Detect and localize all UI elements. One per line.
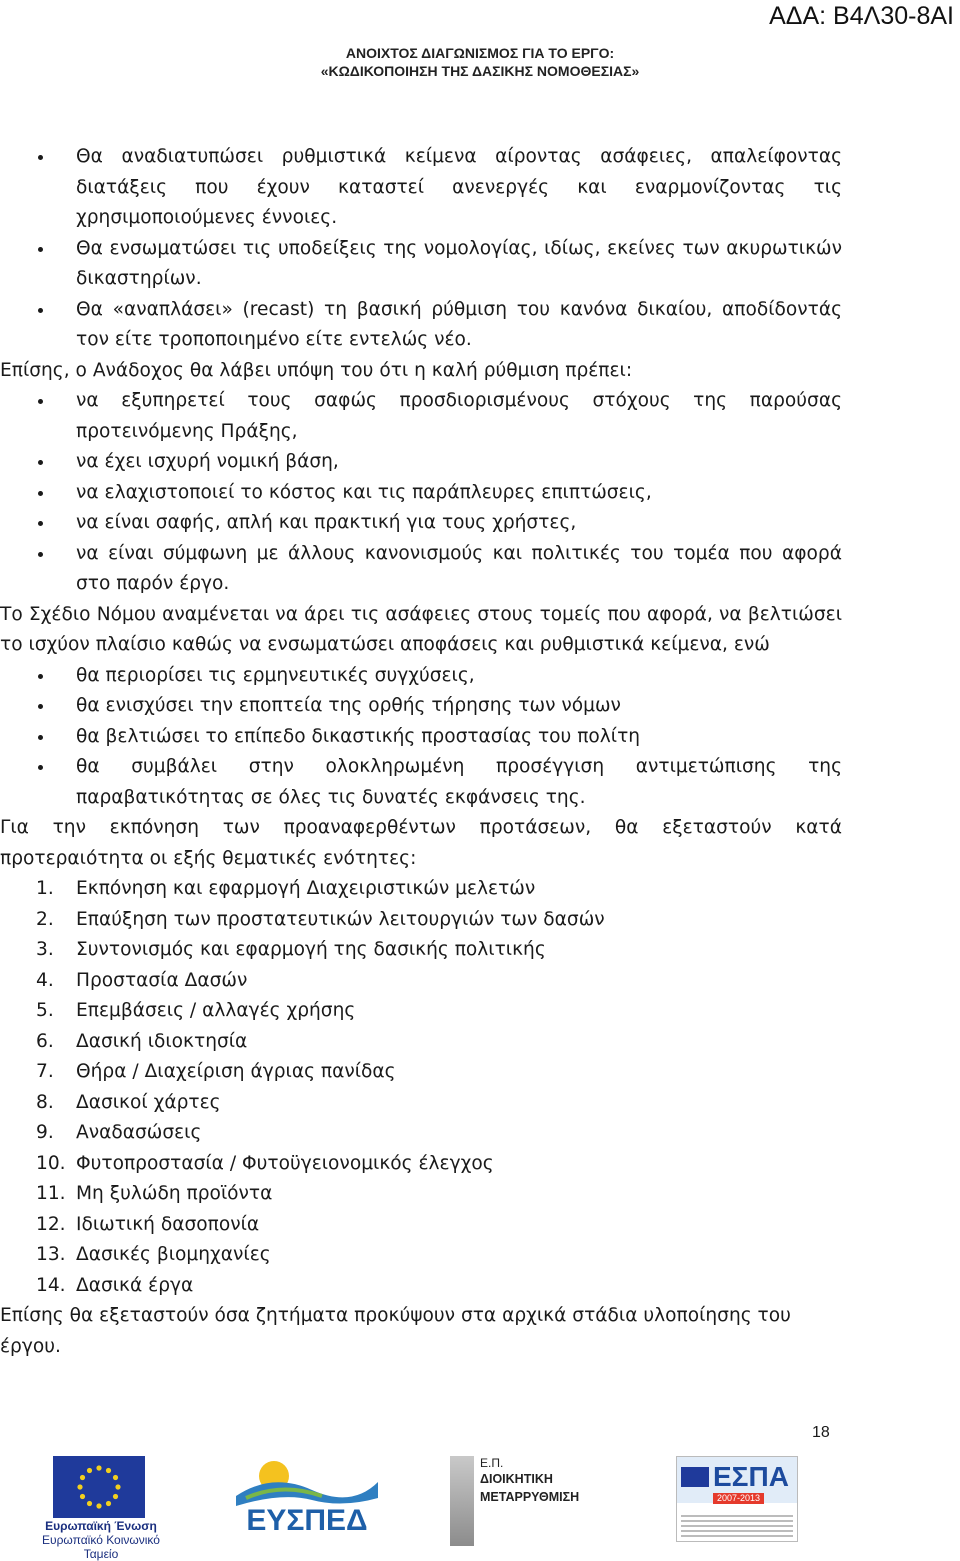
wave-icon [232, 1452, 382, 1508]
admin-line2: ΜΕΤΑΡΡΥΘΜΙΣΗ [480, 1490, 580, 1504]
list-item [0, 478, 842, 509]
list-item [0, 1118, 842, 1149]
star-icon [80, 1475, 85, 1480]
list-item-text: Προστασία Δασών [76, 969, 248, 991]
list-item-text: να ελαχιστοποιεί το κόστος και τις παράπλευρες επιπτώσεις, [76, 481, 652, 503]
espa-banner [677, 1457, 797, 1503]
list-item [0, 935, 842, 966]
list-item-text: Αναδασώσεις [76, 1122, 202, 1143]
list-item-text: Δασικοί χάρτες [76, 1091, 221, 1113]
star-icon [96, 1465, 101, 1470]
list-item [0, 447, 842, 478]
admin-line1: ΔΙΟΙΚΗΤΙΚΗ [480, 1472, 553, 1486]
document-header [0, 44, 960, 80]
list-item [0, 508, 842, 539]
eu-name: Ευρωπαϊκή Ένωση [45, 1519, 157, 1533]
list-item-text: Ιδιωτική δασοπονία [76, 1213, 260, 1235]
list-item [0, 142, 842, 234]
bullet-list-actions [0, 142, 842, 356]
list-item-text: Θα ενσωματώσει τις υποδείξεις της νομολογίας, ιδίως, εκείνες των ακυρωτικών δικαστηρίων. [76, 237, 842, 289]
list-item [0, 386, 842, 447]
star-icon [87, 1468, 92, 1473]
list-item-text: θα βελτιώσει το επίπεδο δικαστικής προστασίας του πολίτη [76, 725, 641, 747]
item-number: 10. [36, 1152, 66, 1174]
espa-name: ΕΣΠΑ [713, 1461, 789, 1492]
list-item [0, 1088, 842, 1119]
list-item [0, 996, 842, 1027]
numbered-topic-list [0, 874, 842, 1301]
list-item [0, 1210, 842, 1241]
item-number: 3. [36, 939, 54, 960]
item-number: 9. [36, 1122, 54, 1143]
star-icon [96, 1503, 101, 1508]
list-item [0, 905, 842, 936]
eyspea-name: ΕΥΣΠΕΔ [246, 1504, 368, 1537]
list-item-text: Θα «αναπλάσει» (recast) τη βασική ρύθμιση του κανόνα δικαίου, αποδίδοντάς τον είτε τροποποιημένο είτε εντελώς νέο. [76, 298, 842, 350]
admin-ep: Ε.Π. [480, 1456, 504, 1470]
esf-name: Ευρωπαϊκό Κοινωνικό Ταμείο [42, 1533, 160, 1561]
list-item-text: Δασικές βιομηχανίες [76, 1244, 271, 1265]
star-icon [106, 1468, 111, 1473]
list-item-text: Επαύξηση των προστατευτικών λειτουργιών των δασών [76, 908, 605, 930]
star-icon [115, 1484, 120, 1489]
page-number: 18 [812, 1424, 830, 1441]
espa-fine-print [681, 1515, 793, 1537]
header-title-line2: «ΚΩΔΙΚΟΠΟΙΗΣΗ ΤΗΣ ΔΑΣΙΚΗΣ ΝΟΜΟΘΕΣΙΑΣ» [320, 63, 640, 79]
list-item-text: Επεμβάσεις / αλλαγές χρήσης [76, 1000, 356, 1021]
list-item-text: Δασικά έργα [76, 1274, 194, 1296]
list-item [0, 539, 842, 600]
document-body [0, 142, 842, 1362]
bullet-list-expected [0, 661, 842, 814]
item-number: 8. [36, 1091, 54, 1113]
item-number: 13. [36, 1244, 66, 1265]
list-item-text: Θήρα / Διαχείριση άγριας πανίδας [76, 1061, 396, 1082]
list-item-text: θα ενισχύσει την εποπτεία της ορθής τήρησης των νόμων [76, 695, 621, 716]
star-icon [87, 1501, 92, 1506]
paragraph: Για την εκπόνηση των προαναφερθέντων προτάσεων, θα εξεταστούν κατά προτεραιότητα οι εξής θεματικές ενότητες: [0, 817, 842, 869]
item-number: 4. [36, 969, 54, 991]
item-number: 5. [36, 1000, 54, 1021]
list-item [0, 752, 842, 813]
list-item-text: θα συμβάλει στην ολοκληρωμένη προσέγγιση αντιμετώπισης της παραβατικότητας σε όλες τις δυνατές εκφάνσεις της. [76, 756, 842, 808]
list-item [0, 1240, 842, 1271]
paragraph: Επίσης θα εξεταστούν όσα ζητήματα προκύψουν στα αρχικά στάδια υλοποίησης του έργου. [0, 1305, 791, 1357]
list-item [0, 722, 842, 753]
list-item [0, 1057, 842, 1088]
star-icon [77, 1484, 82, 1489]
eu-flag-icon [679, 1459, 713, 1503]
item-number: 14. [36, 1274, 66, 1296]
star-icon [113, 1475, 118, 1480]
list-item [0, 1027, 842, 1058]
list-item-text: να έχει ισχυρή νομική βάση, [76, 451, 339, 472]
espa-years: 2007-2013 [713, 1493, 764, 1504]
admin-reform-text [480, 1456, 600, 1506]
item-number: 7. [36, 1061, 54, 1082]
item-number: 12. [36, 1213, 66, 1235]
star-icon [80, 1494, 85, 1499]
eu-stars-icon [53, 1456, 145, 1518]
item-number: 2. [36, 908, 54, 930]
list-item [0, 966, 842, 997]
paragraph: Επίσης, ο Ανάδοχος θα λάβει υπόψη του ότι η καλή ρύθμιση πρέπει: [0, 359, 633, 381]
logo-bar [450, 1456, 474, 1546]
list-item-text: Φυτοπροστασία / Φυτοϋγειονομικός έλεγχος [76, 1152, 494, 1174]
espa-logo [676, 1456, 798, 1542]
list-item-text: να είναι σύμφωνη με άλλους κανονισμούς και πολιτικές του τομέα που αφορά στο παρόν έργο. [76, 542, 842, 594]
list-item [0, 661, 842, 692]
list-item-text: Μη ξυλώδη προϊόντα [76, 1183, 273, 1204]
list-item-text: να είναι σαφής, απλή και πρακτική για τους χρήστες, [76, 512, 577, 533]
list-item-text: να εξυπηρετεί τους σαφώς προσδιορισμένους στόχους της παρούσας προτεινόμενης Πράξης, [76, 390, 842, 442]
eyspea-logo [232, 1452, 382, 1538]
paragraph: Το Σχέδιο Νόμου αναμένεται να άρει τις ασάφειες στους τομείς που αφορά, να βελτιώσει το ισχύον πλαίσιο καθώς να ενσωματώσει αποφάσεις και ρυθμιστικά κείμενα, ενώ [0, 603, 842, 655]
list-item [0, 1179, 842, 1210]
star-icon [113, 1494, 118, 1499]
list-item-text: Εκπόνηση και εφαρμογή Διαχειριστικών μελετών [76, 878, 536, 899]
list-item [0, 874, 842, 905]
eu-caption [36, 1519, 166, 1561]
star-icon [106, 1501, 111, 1506]
item-number: 6. [36, 1030, 54, 1052]
header-title-line1: ΑΝΟΙΧΤΟΣ ΔΙΑΓΩΝΙΣΜΟΣ ΓΙΑ ΤΟ ΕΡΓΟ: [345, 45, 615, 61]
list-item [0, 295, 842, 356]
item-number: 11. [36, 1183, 66, 1204]
list-item [0, 1149, 842, 1180]
list-item [0, 1271, 842, 1302]
admin-reform-logo [440, 1456, 600, 1546]
list-item-text: Συντονισμός και εφαρμογή της δασικής πολιτικής [76, 939, 546, 960]
list-item-text: Δασική ιδιοκτησία [76, 1030, 248, 1052]
item-number: 1. [36, 878, 54, 899]
eu-flag-logo [53, 1456, 145, 1518]
list-item-text: Θα αναδιατυπώσει ρυθμιστικά κείμενα αίροντας ασάφειες, απαλείφοντας διατάξεις που έχουν καταστεί ανενεργές και εναρμονίζοντας τις χρησιμοποιούμενες έννοιες. [76, 146, 842, 228]
list-item [0, 691, 842, 722]
ada-code: ΑΔΑ: Β4Λ30-8ΑΙ [769, 2, 954, 30]
bullet-list-good-regulation [0, 386, 842, 600]
list-item-text: θα περιορίσει τις ερμηνευτικές συγχύσεις, [76, 664, 475, 686]
list-item [0, 234, 842, 295]
